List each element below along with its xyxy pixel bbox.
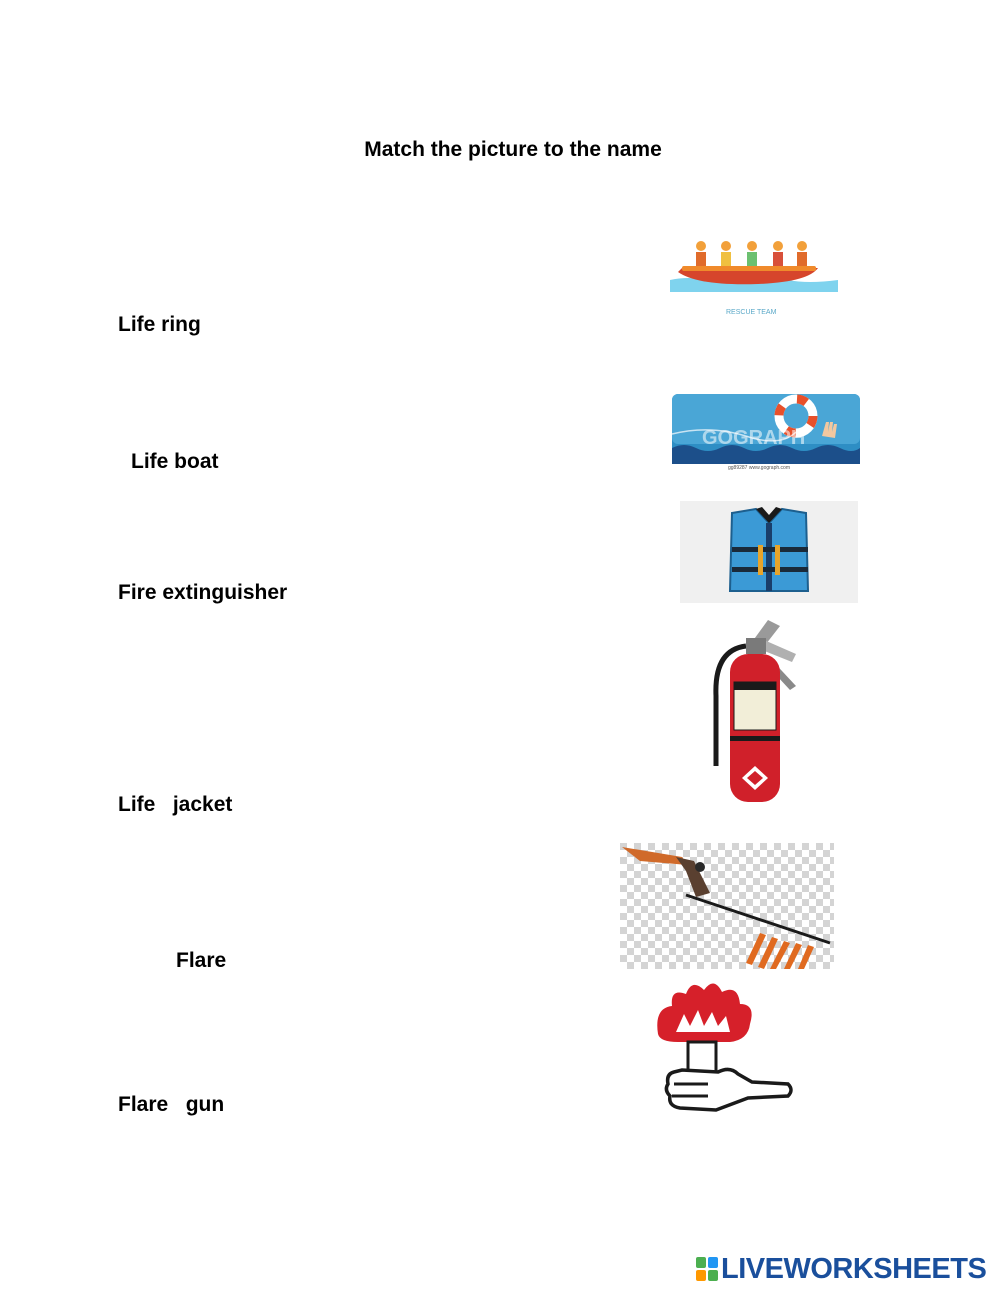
lifeboat-caption: RESCUE TEAM (726, 309, 777, 316)
flare-gun-picture (620, 843, 834, 969)
word-life-ring: Life ring (118, 313, 201, 336)
liveworksheets-logo (696, 1252, 986, 1286)
logo-text: LIVEWORKSHEETS (721, 1252, 987, 1285)
logo-blocks-icon (696, 1257, 718, 1281)
lifering-credit: gg89287 www.gograph.com (728, 465, 790, 470)
word-flare-gun: Flare gun (118, 1093, 225, 1116)
page-title: Match the picture to the name (364, 138, 662, 161)
flare-picture (652, 978, 796, 1118)
word-life-jacket: Life jacket (118, 793, 233, 816)
lifeboat-picture (668, 232, 840, 320)
word-flare: Flare (176, 949, 227, 972)
fire-extinguisher-picture (708, 616, 804, 802)
word-fire-extinguisher: Fire extinguisher (118, 581, 288, 604)
word-life-boat: Life boat (131, 450, 219, 473)
lifering-picture (672, 394, 860, 470)
lifejacket-picture (680, 501, 858, 603)
lifering-watermark: GOGRAPH (702, 427, 806, 449)
